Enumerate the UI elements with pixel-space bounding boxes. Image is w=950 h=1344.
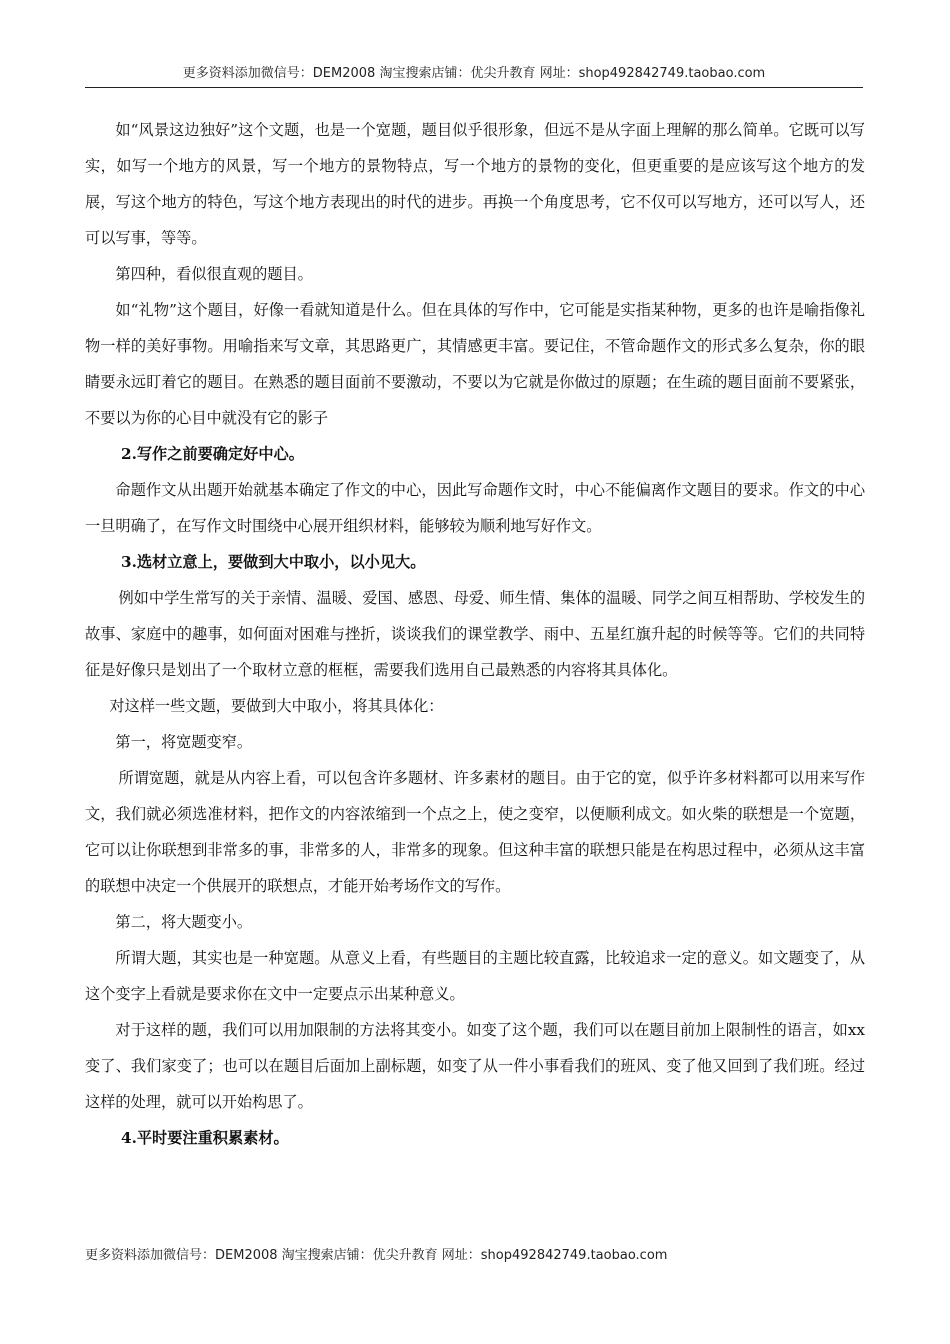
header-divider <box>85 87 863 88</box>
paragraph-big-topic: 所谓大题，其实也是一种宽题。从意义上看，有些题目的主题比较直露，比较追求一定的意义。如文题变了，从这个变字上看就是要求你在文中一定要点示出某种意义。 <box>85 949 865 1003</box>
heading-section-4: 4.平时要注重积累素材。 <box>121 1129 289 1147</box>
paragraph-wide-topic: 所谓宽题，就是从内容上看，可以包含许多题材、许多素材的题目。由于它的宽，似乎许多材料都可以用来写作文，我们就必须选准材料，把作文的内容浓缩到一个点之上，使之变窄，以便顺利成文。如火柴的联想是一个宽题，它可以让你联想到非常多的事，非常多的人，非常多的现象。但这种丰富的联想只能是在构思过程中，必须从这丰富的联想中决定一个供展开的联想点，才能开始考场作文的写作。 <box>85 769 865 895</box>
paragraph-center-theme: 命题作文从出题开始就基本确定了作文的中心，因此写命题作文时，中心不能偏离作文题目的要求。作文的中心一旦明确了，在写作文时围绕中心展开组织材料，能够较为顺利地写好作文。 <box>85 481 865 535</box>
paragraph-scenery-example: 如“风景这边独好”这个文题，也是一个宽题，题目似乎很形象，但远不是从字面上理解的那么简单。它既可以写实，如写一个地方的风景，写一个地方的景物特点，写一个地方的景物的变化，但更重要的是应该写这个地方的发展，写这个地方的特色，写这个地方表现出的时代的进步。再换一个角度思考，它不仅可以写地方，还可以写人，还可以写事，等等。 <box>85 121 865 247</box>
page-header: 更多资料添加微信号：DEM2008 淘宝搜索店铺：优尖升教育 网址：shop492842749.taobao.com <box>182 66 766 81</box>
paragraph-limit-method: 对于这样的题，我们可以用加限制的方法将其变小。如变了这个题，我们可以在题目前加上限制性的语言，如xx变了、我们家变了；也可以在题目后面加上副标题，如变了从一件小事看我们的班风、变了他又回到了我们班。经过这样的处理，就可以开始构思了。 <box>85 1021 865 1111</box>
document-body <box>85 112 865 1156</box>
paragraph-type-four: 第四种，看似很直观的题目。 <box>115 265 313 283</box>
heading-section-3: 3.选材立意上，要做到大中取小，以小见大。 <box>121 553 426 571</box>
heading-section-2: 2.写作之前要确定好中心。 <box>121 445 304 463</box>
paragraph-common-topics: 例如中学生常写的关于亲情、温暖、爱国、感恩、母爱、师生情、集体的温暖、同学之间互相帮助、学校发生的故事、家庭中的趣事，如何面对困难与挫折，谈谈我们的课堂教学、雨中、五星红旗升起的时候等等。它们的共同特征是好像只是划出了一个取材立意的框框，需要我们选用自己最熟悉的内容将其具体化。 <box>85 589 865 679</box>
paragraph-narrow-intro: 对这样一些文题，要做到大中取小，将其具体化： <box>109 697 444 715</box>
paragraph-second-small: 第二，将大题变小。 <box>115 913 253 931</box>
paragraph-gift-example: 如“礼物”这个题目，好像一看就知道是什么。但在具体的写作中，它可能是实指某种物，更多的也许是喻指像礼物一样的美好事物。用喻指来写文章，其思路更广，其情感更丰富。要记住，不管命题作文的形式多么复杂，你的眼睛要永远盯着它的题目。在熟悉的题目面前不要激动，不要以为它就是你做过的原题；在生疏的题目面前不要紧张，不要以为你的心目中就没有它的影子 <box>85 301 865 427</box>
page-footer: 更多资料添加微信号：DEM2008 淘宝搜索店铺：优尖升教育 网址：shop492842749.taobao.com <box>85 1248 668 1263</box>
paragraph-first-narrow: 第一，将宽题变窄。 <box>115 733 253 751</box>
